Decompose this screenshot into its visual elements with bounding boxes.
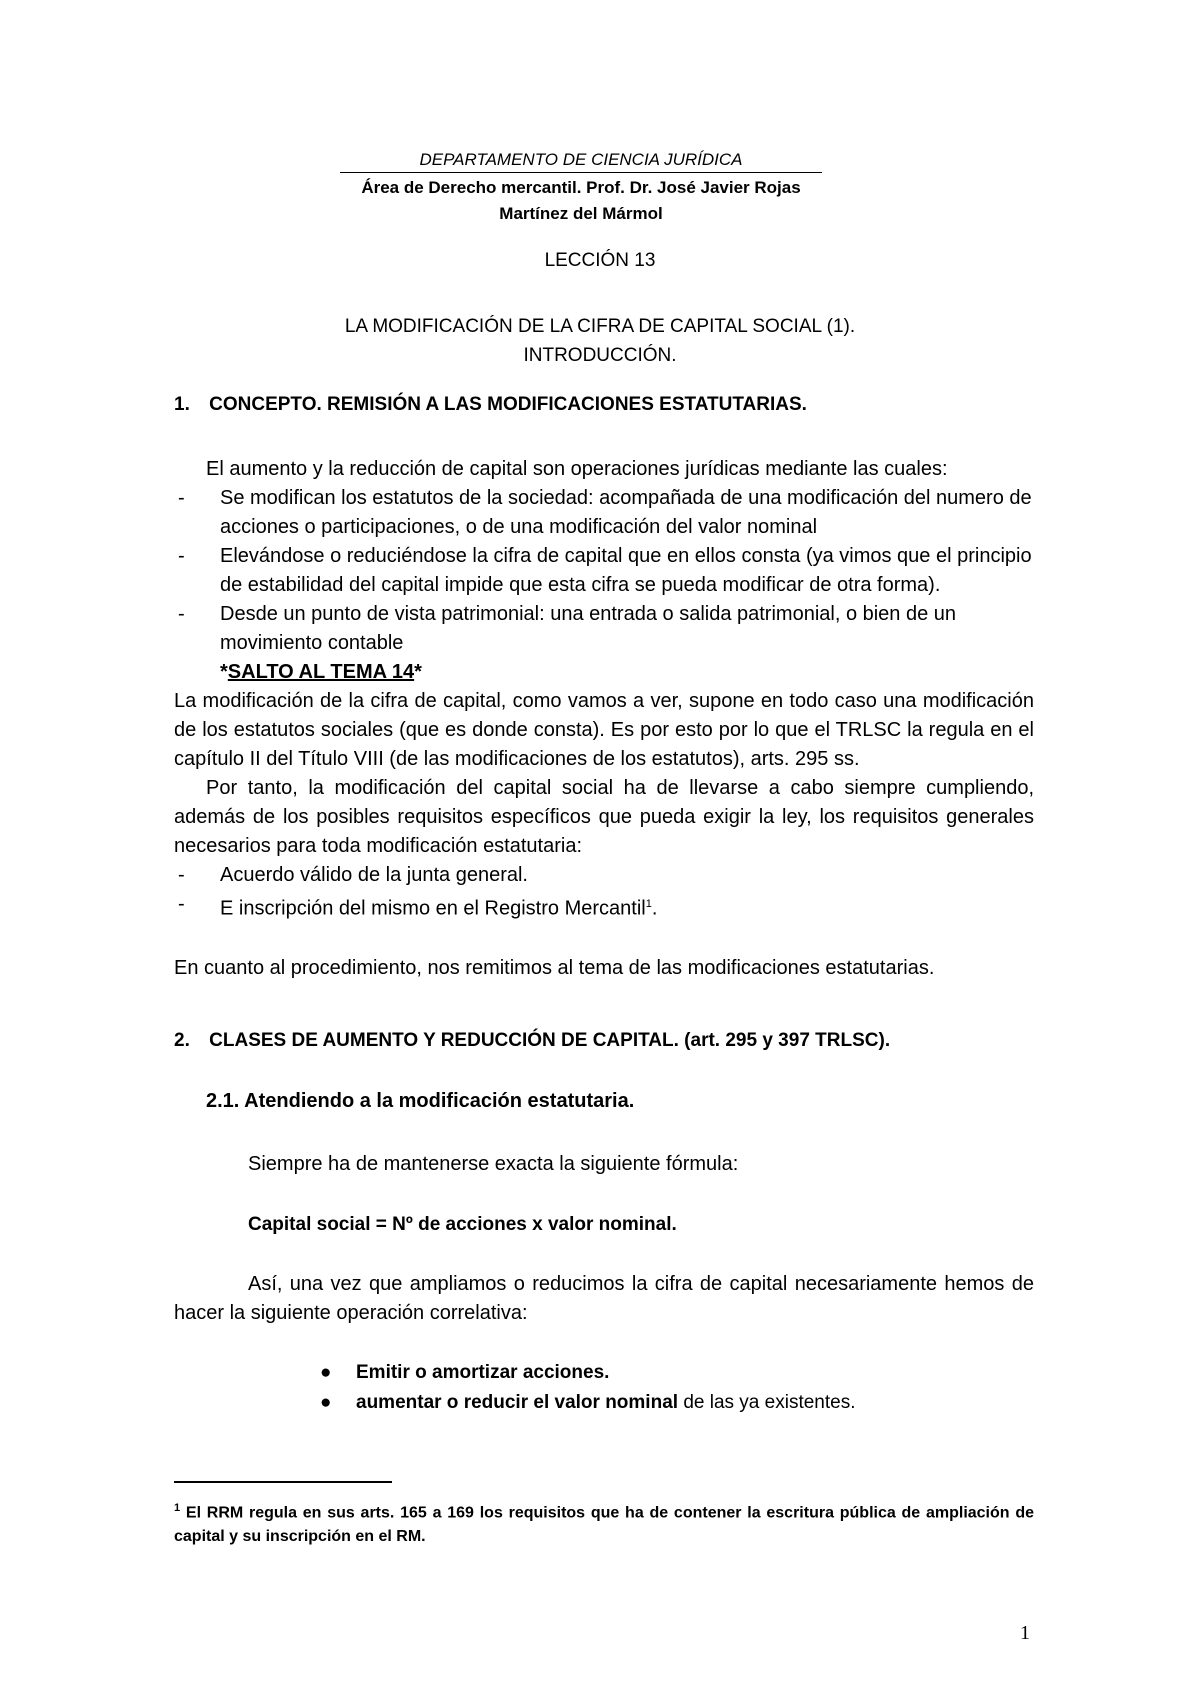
- requirement-item: [148, 861, 1034, 890]
- jump-star-open: *: [220, 661, 228, 683]
- requirement-text: Acuerdo válido de la junta general.: [220, 864, 528, 886]
- dash-bullet: -: [178, 603, 185, 625]
- subsection-heading: 2.1. Atendiendo a la modificación estatutaria.: [206, 1090, 635, 1112]
- department-name: DEPARTAMENTO DE CIENCIA JURÍDICA: [340, 150, 822, 173]
- area-line-2: Martínez del Mármol: [499, 204, 663, 223]
- formula-intro: Siempre ha de mantenerse exacta la siguiente fórmula:: [248, 1153, 739, 1175]
- requirement-text: [220, 890, 1034, 924]
- list-item: [148, 600, 1034, 658]
- section-1-title: CONCEPTO. REMISIÓN A LAS MODIFICACIONES ESTATUTARIAS.: [209, 394, 807, 415]
- requirement-item: [148, 890, 1034, 924]
- bullet-2-rest: de las ya existentes.: [678, 1392, 856, 1413]
- correlative-text: Así, una vez que ampliamos o reducimos la cifra de capital necesariamente hemos de hacer la siguiente operación correlativa:: [174, 1273, 1034, 1324]
- dash-bullet: -: [178, 487, 185, 509]
- dash-bullet: -: [178, 893, 185, 915]
- section-1-intro: El aumento y la reducción de capital son operaciones jurídicas mediante las cuales:: [206, 458, 948, 480]
- bullet-dot: ●: [320, 1392, 332, 1413]
- correlative-paragraph: [174, 1270, 1034, 1328]
- paragraph-1: La modificación de la cifra de capital, como vamos a ver, supone en todo caso una modificación de los estatutos sociales (que es donde consta). Es por esto por lo que el TRLSC la regula en el capítulo II del Título VIII (de las modificaciones de los estatutos), arts. 295 ss.: [174, 690, 1034, 770]
- formula: Capital social = Nº de acciones x valor nominal.: [248, 1214, 677, 1235]
- lesson-title-line-2: INTRODUCCIÓN.: [523, 345, 677, 366]
- operations-list: [320, 1358, 1040, 1418]
- list-item: [320, 1388, 1040, 1418]
- bullet-dot: ●: [320, 1362, 332, 1383]
- footnote-number: 1: [174, 1502, 181, 1514]
- footnote: [174, 1496, 1034, 1549]
- dash-bullet: -: [178, 864, 185, 886]
- jump-line: [174, 658, 1034, 687]
- list-item-text: Elevándose o reduciéndose la cifra de capital que en ellos consta (ya vimos que el principio de estabilidad del capital impide que esta cifra se pueda modificar de otra forma).: [220, 545, 1032, 596]
- footnote-text: El RRM regula en sus arts. 165 a 169 los requisitos que ha de contener la escritura pública de ampliación de capital y su inscripción en el RM.: [174, 1504, 1034, 1546]
- lesson-title: [0, 312, 1200, 370]
- section-2-title: CLASES DE AUMENTO Y REDUCCIÓN DE CAPITAL. (art. 295 y 397 TRLSC).: [209, 1030, 891, 1051]
- lesson-title-line-1: LA MODIFICACIÓN DE LA CIFRA DE CAPITAL SOCIAL (1).: [344, 316, 856, 337]
- jump-star-close: *: [414, 661, 422, 683]
- area-line: [340, 175, 822, 227]
- list-item: [148, 542, 1034, 600]
- list-item: [148, 484, 1034, 542]
- paragraph-2: Por tanto, la modificación del capital social ha de llevarse a cabo siempre cumpliendo, además de los posibles requisitos específicos que pueda exigir la ley, los requisitos generales necesarios para toda modificación estatutaria:: [174, 777, 1034, 857]
- lesson-number: LECCIÓN 13: [544, 250, 656, 271]
- procedure-paragraph: En cuanto al procedimiento, nos remitimos al tema de las modificaciones estatutarias.: [174, 956, 935, 979]
- section-1-number: 1.: [174, 394, 190, 415]
- requirement-2-text: E inscripción del mismo en el Registro Mercantil: [220, 897, 646, 920]
- section-2-heading: [174, 1030, 890, 1052]
- list-item-text: Se modifican los estatutos de la sociedad: acompañada de una modificación del numero de acciones o participaciones, o de una modificación del valor nominal: [220, 487, 1032, 538]
- document-header: [340, 150, 822, 227]
- list-item-text: Desde un punto de vista patrimonial: una entrada o salida patrimonial, o bien de un movimiento contable: [220, 603, 957, 654]
- footnote-ref[interactable]: 1: [645, 898, 652, 910]
- section-1-body: [174, 455, 1034, 983]
- dash-bullet: -: [178, 545, 185, 567]
- footnote-separator: [174, 1481, 392, 1483]
- page-number: 1: [1020, 1622, 1030, 1644]
- area-line-1: Área de Derecho mercantil. Prof. Dr. José Javier Rojas: [361, 178, 801, 197]
- section-2-number: 2.: [174, 1030, 190, 1051]
- requirement-2-end: .: [651, 897, 658, 920]
- list-item: [320, 1358, 1040, 1388]
- jump-link[interactable]: SALTO AL TEMA 14: [227, 661, 415, 683]
- bullet-1-text: Emitir o amortizar acciones.: [356, 1362, 610, 1383]
- section-1-heading: [174, 394, 807, 416]
- bullet-2-bold: aumentar o reducir el valor nominal: [356, 1392, 679, 1413]
